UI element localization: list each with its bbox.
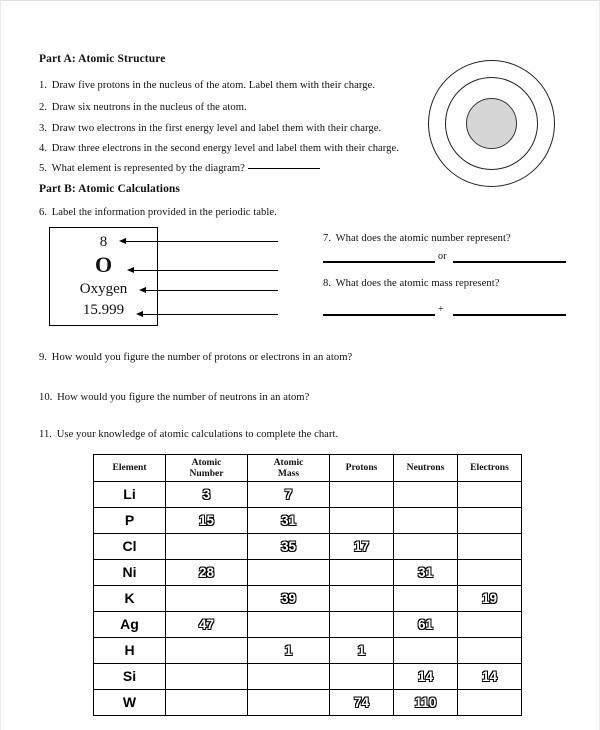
chart-cell-protons[interactable] [330,560,394,586]
question-2 [39,102,247,113]
chart-value: 14 [481,668,498,684]
chart-cell-electrons[interactable] [458,664,522,690]
question-5 [39,163,320,174]
question-8-blank-left[interactable] [323,314,435,316]
question-2-number: 2. [39,102,48,113]
question-9-number: 9. [39,352,48,363]
chart-row [94,482,522,508]
question-7-blank-right[interactable] [453,261,566,263]
element-card-name: Oxygen [79,281,128,297]
chart-cell-atomic-mass[interactable] [248,664,330,690]
bohr-model-diagram [428,60,555,187]
question-4-number: 4. [39,143,48,154]
question-8-text: What does the atomic mass represent? [335,278,500,289]
question-6 [39,207,277,218]
element-card-atomic-number: 8 [99,234,108,250]
label-arrow-head-symbol [127,267,134,273]
chart-cell-atomic-mass[interactable] [248,534,330,560]
chart-cell-element-symbol [94,586,166,612]
chart-row [94,612,522,638]
element-symbol: Ag [120,615,139,632]
chart-value: 61 [417,616,434,632]
chart-cell-protons[interactable] [330,690,394,716]
chart-cell-neutrons[interactable] [394,560,458,586]
chart-column-header-line2: Number [189,468,224,479]
chart-cell-element-symbol [94,664,166,690]
chart-cell-atomic-number[interactable] [166,534,248,560]
element-symbol: Li [123,485,136,502]
chart-row [94,586,522,612]
question-6-number: 6. [39,207,48,218]
chart-column-header-line1: Electrons [470,462,509,474]
chart-column-header [330,455,394,482]
element-symbol: W [122,693,137,710]
chart-cell-atomic-number[interactable] [166,690,248,716]
chart-column-header-line1: Neutrons [406,462,445,474]
chart-cell-atomic-mass[interactable] [248,612,330,638]
chart-row [94,508,522,534]
chart-cell-protons[interactable] [330,638,394,664]
nucleus-circle [466,98,517,149]
chart-cell-atomic-number[interactable] [166,638,248,664]
chart-cell-neutrons[interactable] [394,612,458,638]
label-arrow-head-atomic-mass [136,311,143,317]
question-4 [39,143,399,154]
chart-cell-protons[interactable] [330,482,394,508]
chart-cell-atomic-number[interactable] [166,560,248,586]
question-5-text: What element is represented by the diagram? [51,163,245,174]
chart-cell-electrons[interactable] [458,690,522,716]
chart-value: 47 [198,616,215,632]
chart-cell-atomic-number[interactable] [166,508,248,534]
question-10-text: How would you figure the number of neutrons in an atom? [57,392,310,403]
chart-value: 1 [284,642,293,658]
chart-column-header-line1: Atomic [191,456,222,468]
question-1 [39,80,375,91]
part-b-heading: Part B: Atomic Calculations [39,183,181,195]
question-3-text: Draw two electrons in the first energy level and label them with their charge. [51,123,382,134]
question-6-text: Label the information provided in the periodic table. [51,207,277,218]
atomic-calculations-chart [93,454,522,716]
chart-value: 28 [198,564,215,580]
chart-cell-element-symbol [94,482,166,508]
chart-cell-atomic-mass[interactable] [248,508,330,534]
chart-cell-electrons[interactable] [458,560,522,586]
element-symbol: Si [122,667,137,684]
question-9 [39,352,352,363]
label-arrow-line-symbol[interactable] [134,270,278,271]
chart-column-header-line2: Mass [277,468,300,479]
chart-cell-electrons[interactable] [458,534,522,560]
chart-cell-element-symbol [94,638,166,664]
chart-value: 35 [280,538,297,554]
element-symbol: P [124,511,135,528]
chart-value: 74 [353,694,370,710]
chart-cell-neutrons[interactable] [394,690,458,716]
question-7-connector: or [438,251,447,262]
chart-value: 39 [280,590,297,606]
chart-header-row [94,455,522,482]
chart-cell-element-symbol [94,534,166,560]
chart-cell-element-symbol [94,690,166,716]
question-5-number: 5. [39,163,48,174]
chart-value: 31 [280,512,297,528]
chart-cell-element-symbol [94,560,166,586]
chart-cell-electrons[interactable] [458,586,522,612]
chart-value: 15 [198,512,215,528]
chart-value: 1 [357,642,366,658]
chart-value: 110 [414,694,437,710]
question-2-text: Draw six neutrons in the nucleus of the atom. [51,102,247,113]
question-5-answer-blank[interactable] [248,168,320,169]
label-arrow-line-atomic-mass[interactable] [143,314,278,315]
label-arrow-line-name[interactable] [146,290,278,291]
chart-value: 14 [417,668,434,684]
question-11-number: 11. [39,429,52,440]
label-arrow-line-atomic-number[interactable] [126,241,278,242]
chart-cell-atomic-mass[interactable] [248,560,330,586]
chart-column-header-line1: Protons [345,462,378,474]
chart-column-header-line1: Element [112,462,147,474]
chart-cell-element-symbol [94,508,166,534]
chart-row [94,664,522,690]
chart-value: 7 [284,486,293,502]
chart-cell-protons[interactable] [330,586,394,612]
chart-cell-atomic-mass[interactable] [248,586,330,612]
chart-cell-neutrons[interactable] [394,586,458,612]
question-7-text: What does the atomic number represent? [335,233,511,244]
question-7-blank-left[interactable] [323,261,435,263]
question-3 [39,123,381,134]
chart-row [94,534,522,560]
chart-column-header [458,455,522,482]
chart-cell-electrons[interactable] [458,612,522,638]
chart-column-header [94,455,166,482]
chart-row [94,560,522,586]
chart-cell-atomic-number[interactable] [166,586,248,612]
chart-row [94,638,522,664]
chart-column-header [394,455,458,482]
question-9-text: How would you figure the number of protons or electrons in an atom? [51,352,353,363]
question-8-connector: + [438,304,444,315]
chart-cell-electrons[interactable] [458,638,522,664]
question-3-number: 3. [39,123,48,134]
question-10-number: 10. [39,392,53,403]
chart-value: 31 [417,564,434,580]
question-10 [39,392,309,403]
question-1-text: Draw five protons in the nucleus of the atom. Label them with their charge. [51,80,376,91]
chart-cell-atomic-mass[interactable] [248,482,330,508]
element-card-atomic-mass: 15.999 [82,302,125,318]
label-arrow-head-name [139,287,146,293]
element-symbol: K [124,589,135,606]
question-7-number: 7. [323,233,332,244]
chart-cell-protons[interactable] [330,508,394,534]
element-symbol: H [124,641,135,658]
question-8-number: 8. [323,278,332,289]
chart-cell-protons[interactable] [330,534,394,560]
part-a-heading: Part A: Atomic Structure [39,53,166,65]
question-8 [323,278,499,289]
chart-cell-neutrons[interactable] [394,664,458,690]
chart-column-header-line1: Atomic [273,456,304,468]
chart-cell-atomic-number[interactable] [166,612,248,638]
element-symbol: Ni [122,563,137,580]
chart-cell-electrons[interactable] [458,482,522,508]
chart-cell-atomic-number[interactable] [166,482,248,508]
chart-value: 19 [481,590,498,606]
chart-cell-atomic-number[interactable] [166,664,248,690]
chart-cell-neutrons[interactable] [394,482,458,508]
question-11 [39,429,338,440]
chart-cell-electrons[interactable] [458,508,522,534]
chart-cell-neutrons[interactable] [394,638,458,664]
question-4-text: Draw three electrons in the second energy level and label them with their charge. [51,143,399,154]
chart-cell-protons[interactable] [330,664,394,690]
element-symbol: Cl [122,537,137,554]
label-arrow-head-atomic-number [119,238,126,244]
question-7 [323,233,511,244]
question-8-blank-right[interactable] [453,314,566,316]
chart-value: 3 [202,486,211,502]
question-11-text: Use your knowledge of atomic calculations to complete the chart. [56,429,339,440]
chart-cell-atomic-mass[interactable] [248,638,330,664]
chart-column-header [248,455,330,482]
chart-cell-atomic-mass[interactable] [248,690,330,716]
chart-cell-neutrons[interactable] [394,534,458,560]
chart-value: 17 [353,538,370,554]
chart-cell-neutrons[interactable] [394,508,458,534]
chart-column-header [166,455,248,482]
chart-cell-protons[interactable] [330,612,394,638]
chart-cell-element-symbol [94,612,166,638]
element-card-symbol: O [94,252,113,277]
chart-row [94,690,522,716]
question-1-number: 1. [39,80,48,91]
